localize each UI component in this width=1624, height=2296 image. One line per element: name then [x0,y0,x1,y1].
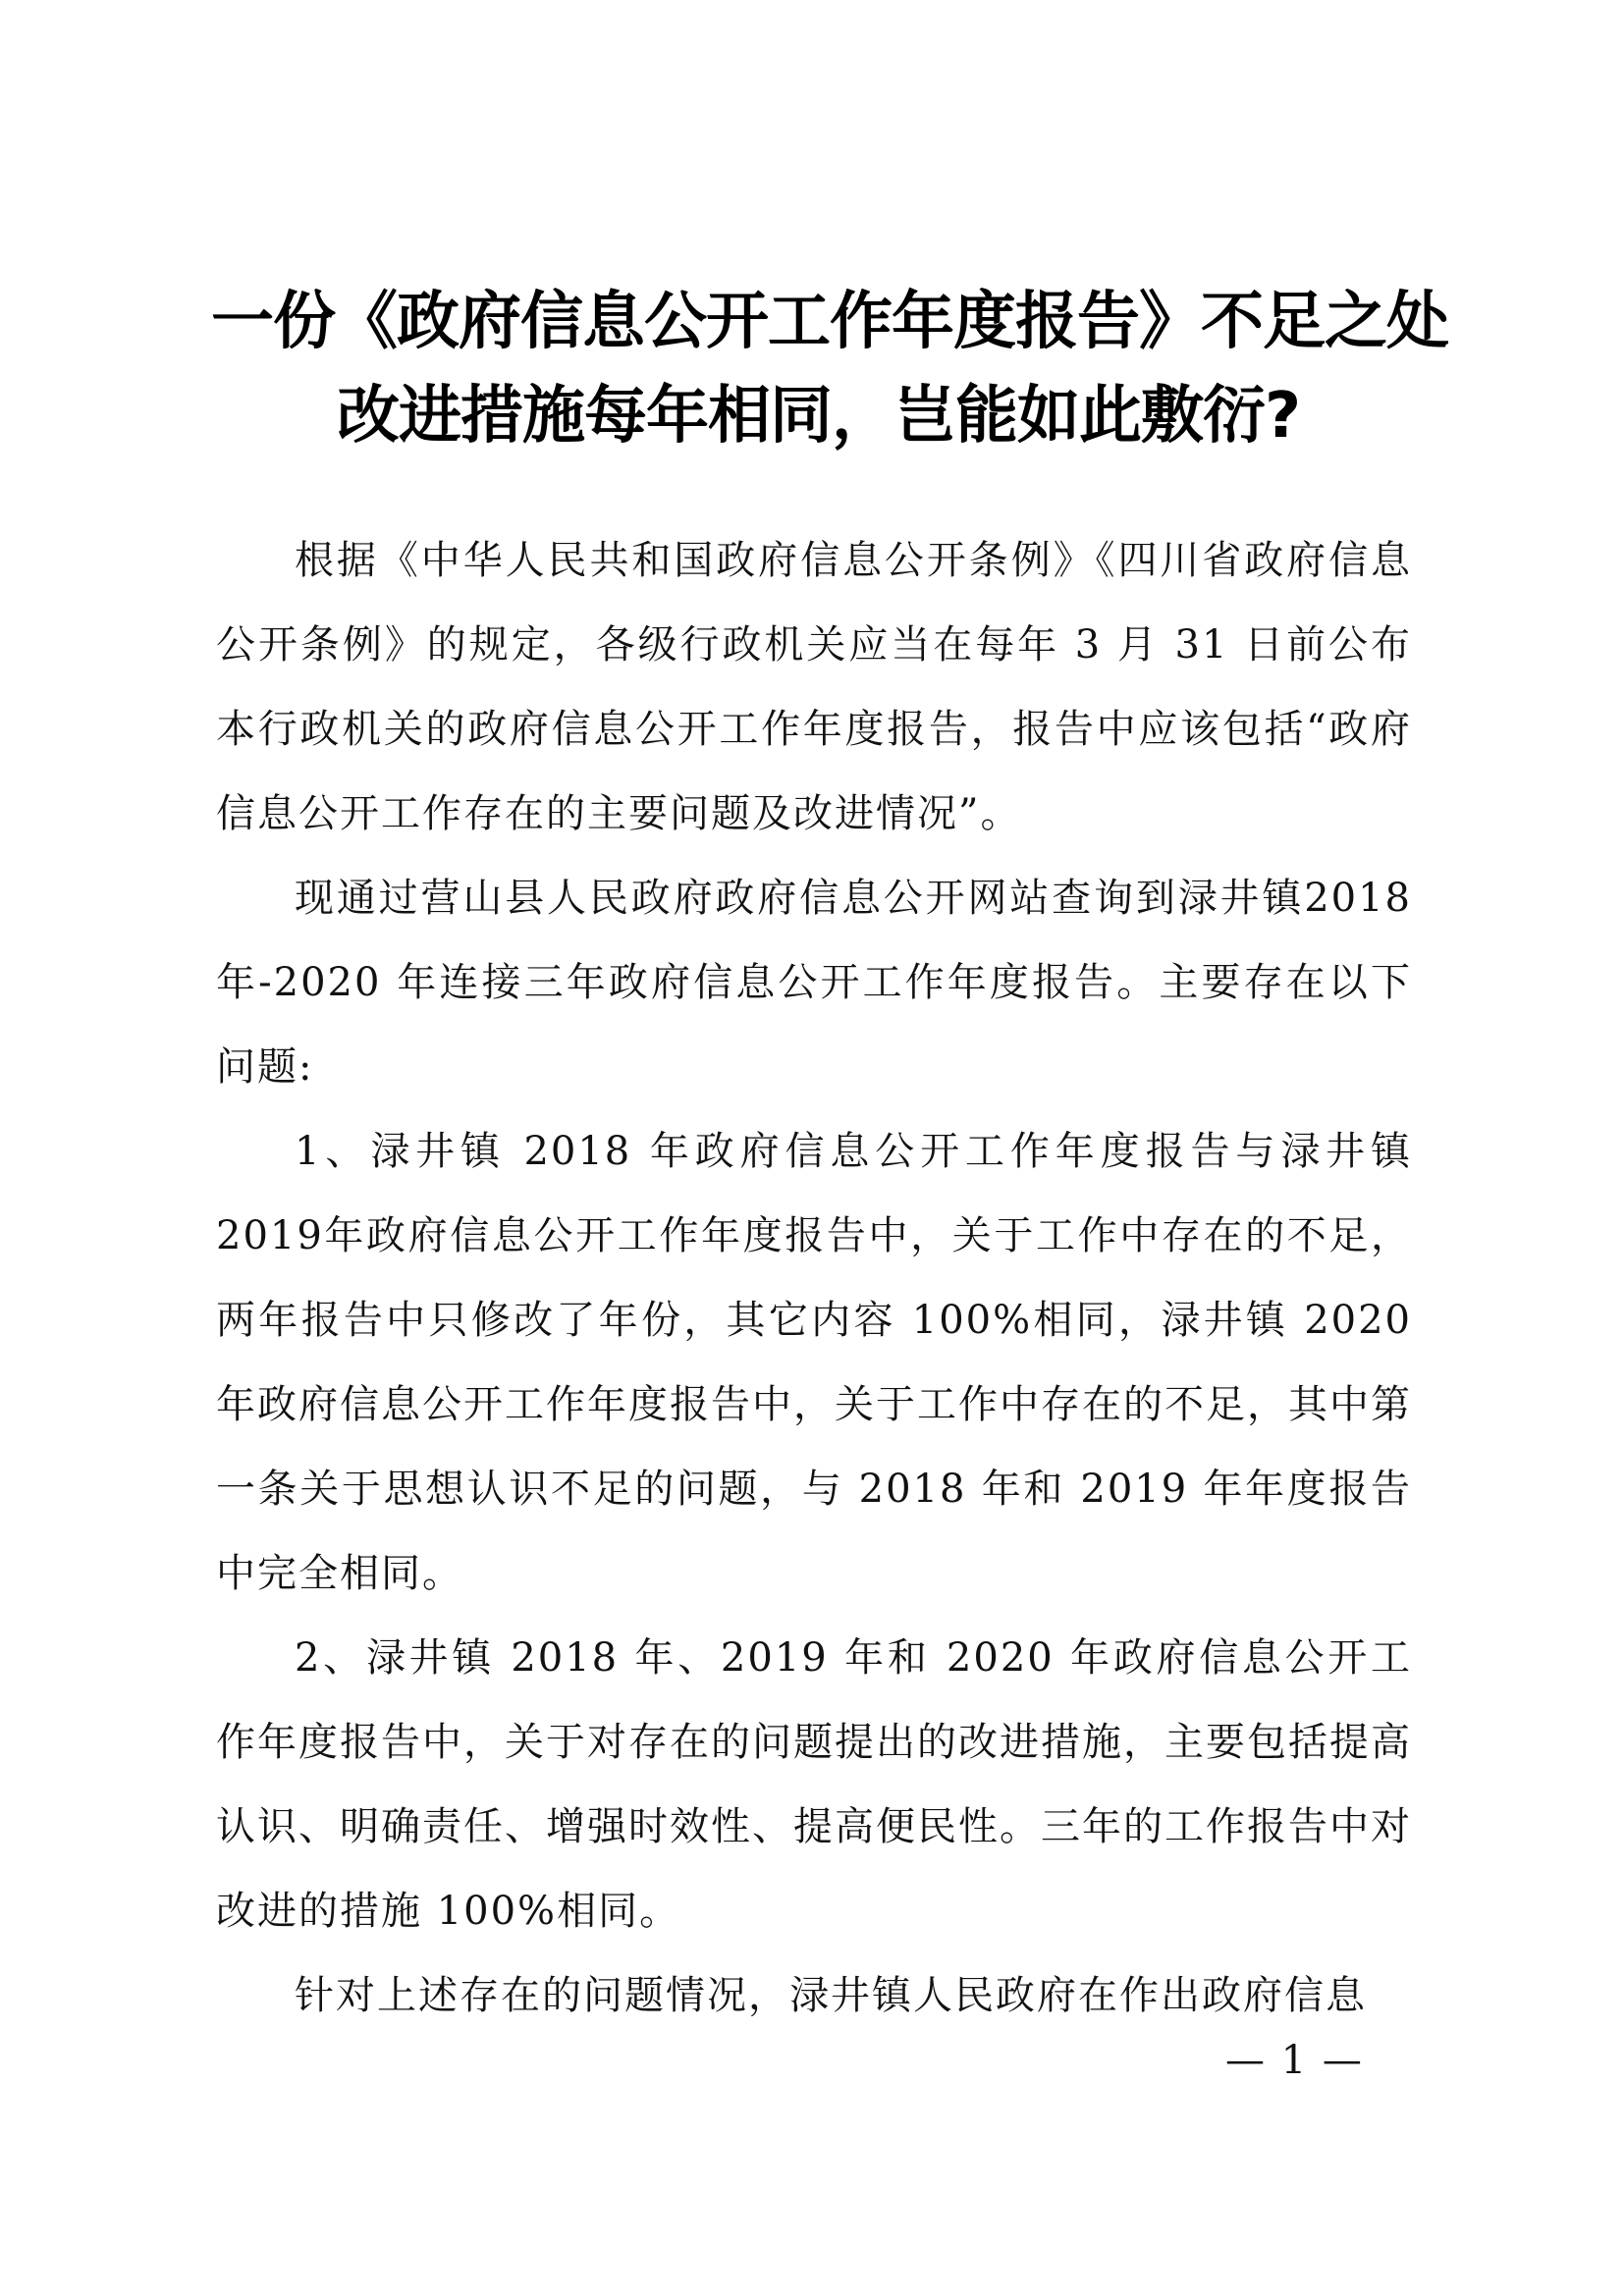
paragraph-2: 现通过营山县人民政府政府信息公开网站查询到渌井镇2018 年-2020 年连接三年政府信息公开工作年度报告。主要存在以下问题: [216,876,1412,1090]
title-line-2: 改进措施每年相同，岂能如此敷衍? [337,380,1301,453]
document-body [216,518,1412,2038]
paragraph-1: 根据《中华人民共和国政府信息公开条例》《四川省政府信息公开条例》的规定，各级行政机关应当在每年 3 月 31 日前公布本行政机关的政府信息公开工作年度报告，报告中应该包括“政府信息公开工作存在的主要问题及改进情况”。 [216,538,1412,836]
paragraph-4: 2、渌井镇 2018 年、2019 年和 2020 年政府信息公开工作年度报告中，关于对存在的问题提出的改进措施，主要包括提高认识、明确责任、增强时效性、提高便民性。三年的工作报告中对改进的措施 100%相同。 [216,1635,1412,1934]
page-number: — 1 — [1225,2038,1364,2083]
title-line-1: 一份《政府信息公开工作年度报告》不足之处 [211,286,1448,358]
paragraph-5: 针对上述存在的问题情况，渌井镇人民政府在作出政府信息 [295,1973,1367,2018]
paragraph-3: 1、渌井镇 2018 年政府信息公开工作年度报告与渌井镇 2019年政府信息公开工作年度报告中，关于工作中存在的不足，两年报告中只修改了年份，其它内容 100%相同，渌井镇 2020 年政府信息公开工作年度报告中，关于工作中存在的不足，其中第一条关于思想认识不足的问题，与 2018 年和 2019 年年度报告中完全相同。 [216,1129,1412,1596]
document-title [211,275,1448,463]
